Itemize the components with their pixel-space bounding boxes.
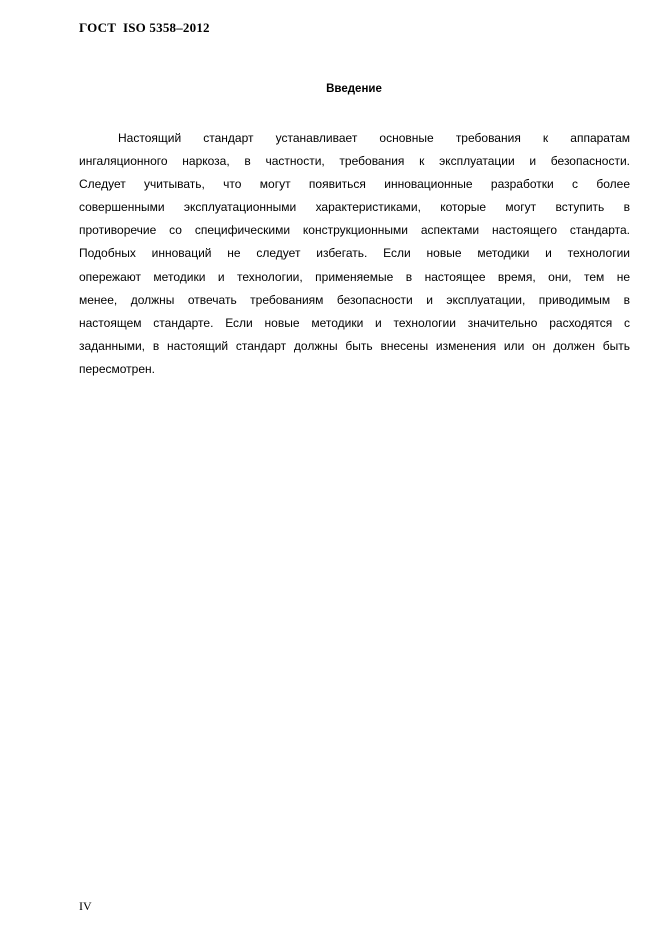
section-title: Введение — [326, 83, 382, 95]
paragraph-line: менее, должны отвечать требованиям безопасности и эксплуатации, приводимым в — [79, 292, 630, 307]
document-header: ГОСТ ISO 5358–2012 — [79, 20, 210, 35]
paragraph-line: противоречие со специфическими конструкционными аспектами настоящего стандарта. — [79, 223, 630, 238]
paragraph-line: заданными, в настоящий стандарт должны быть внесены изменения или он должен быть — [79, 338, 630, 353]
paragraph-line: совершенными эксплуатационными характеристиками, которые могут вступить в — [79, 200, 630, 215]
introduction-paragraph — [79, 127, 630, 381]
paragraph-line: Настоящий стандарт устанавливает основные требования к аппаратам — [118, 131, 630, 145]
paragraph-line: ингаляционного наркоза, в частности, требования к эксплуатации и безопасности. — [79, 154, 630, 169]
paragraph-line: Следует учитывать, что могут появиться инновационные разработки с более — [79, 177, 630, 192]
paragraph-line: пересмотрен. — [79, 361, 155, 376]
paragraph-line: Подобных инноваций не следует избегать. Если новые методики и технологии — [79, 246, 630, 261]
paragraph-line: настоящем стандарте. Если новые методики и технологии значительно расходятся с — [79, 315, 630, 330]
page-number: IV — [79, 899, 92, 913]
paragraph-line: опережают методики и технологии, применяемые в настоящее время, они, тем не — [79, 269, 630, 284]
